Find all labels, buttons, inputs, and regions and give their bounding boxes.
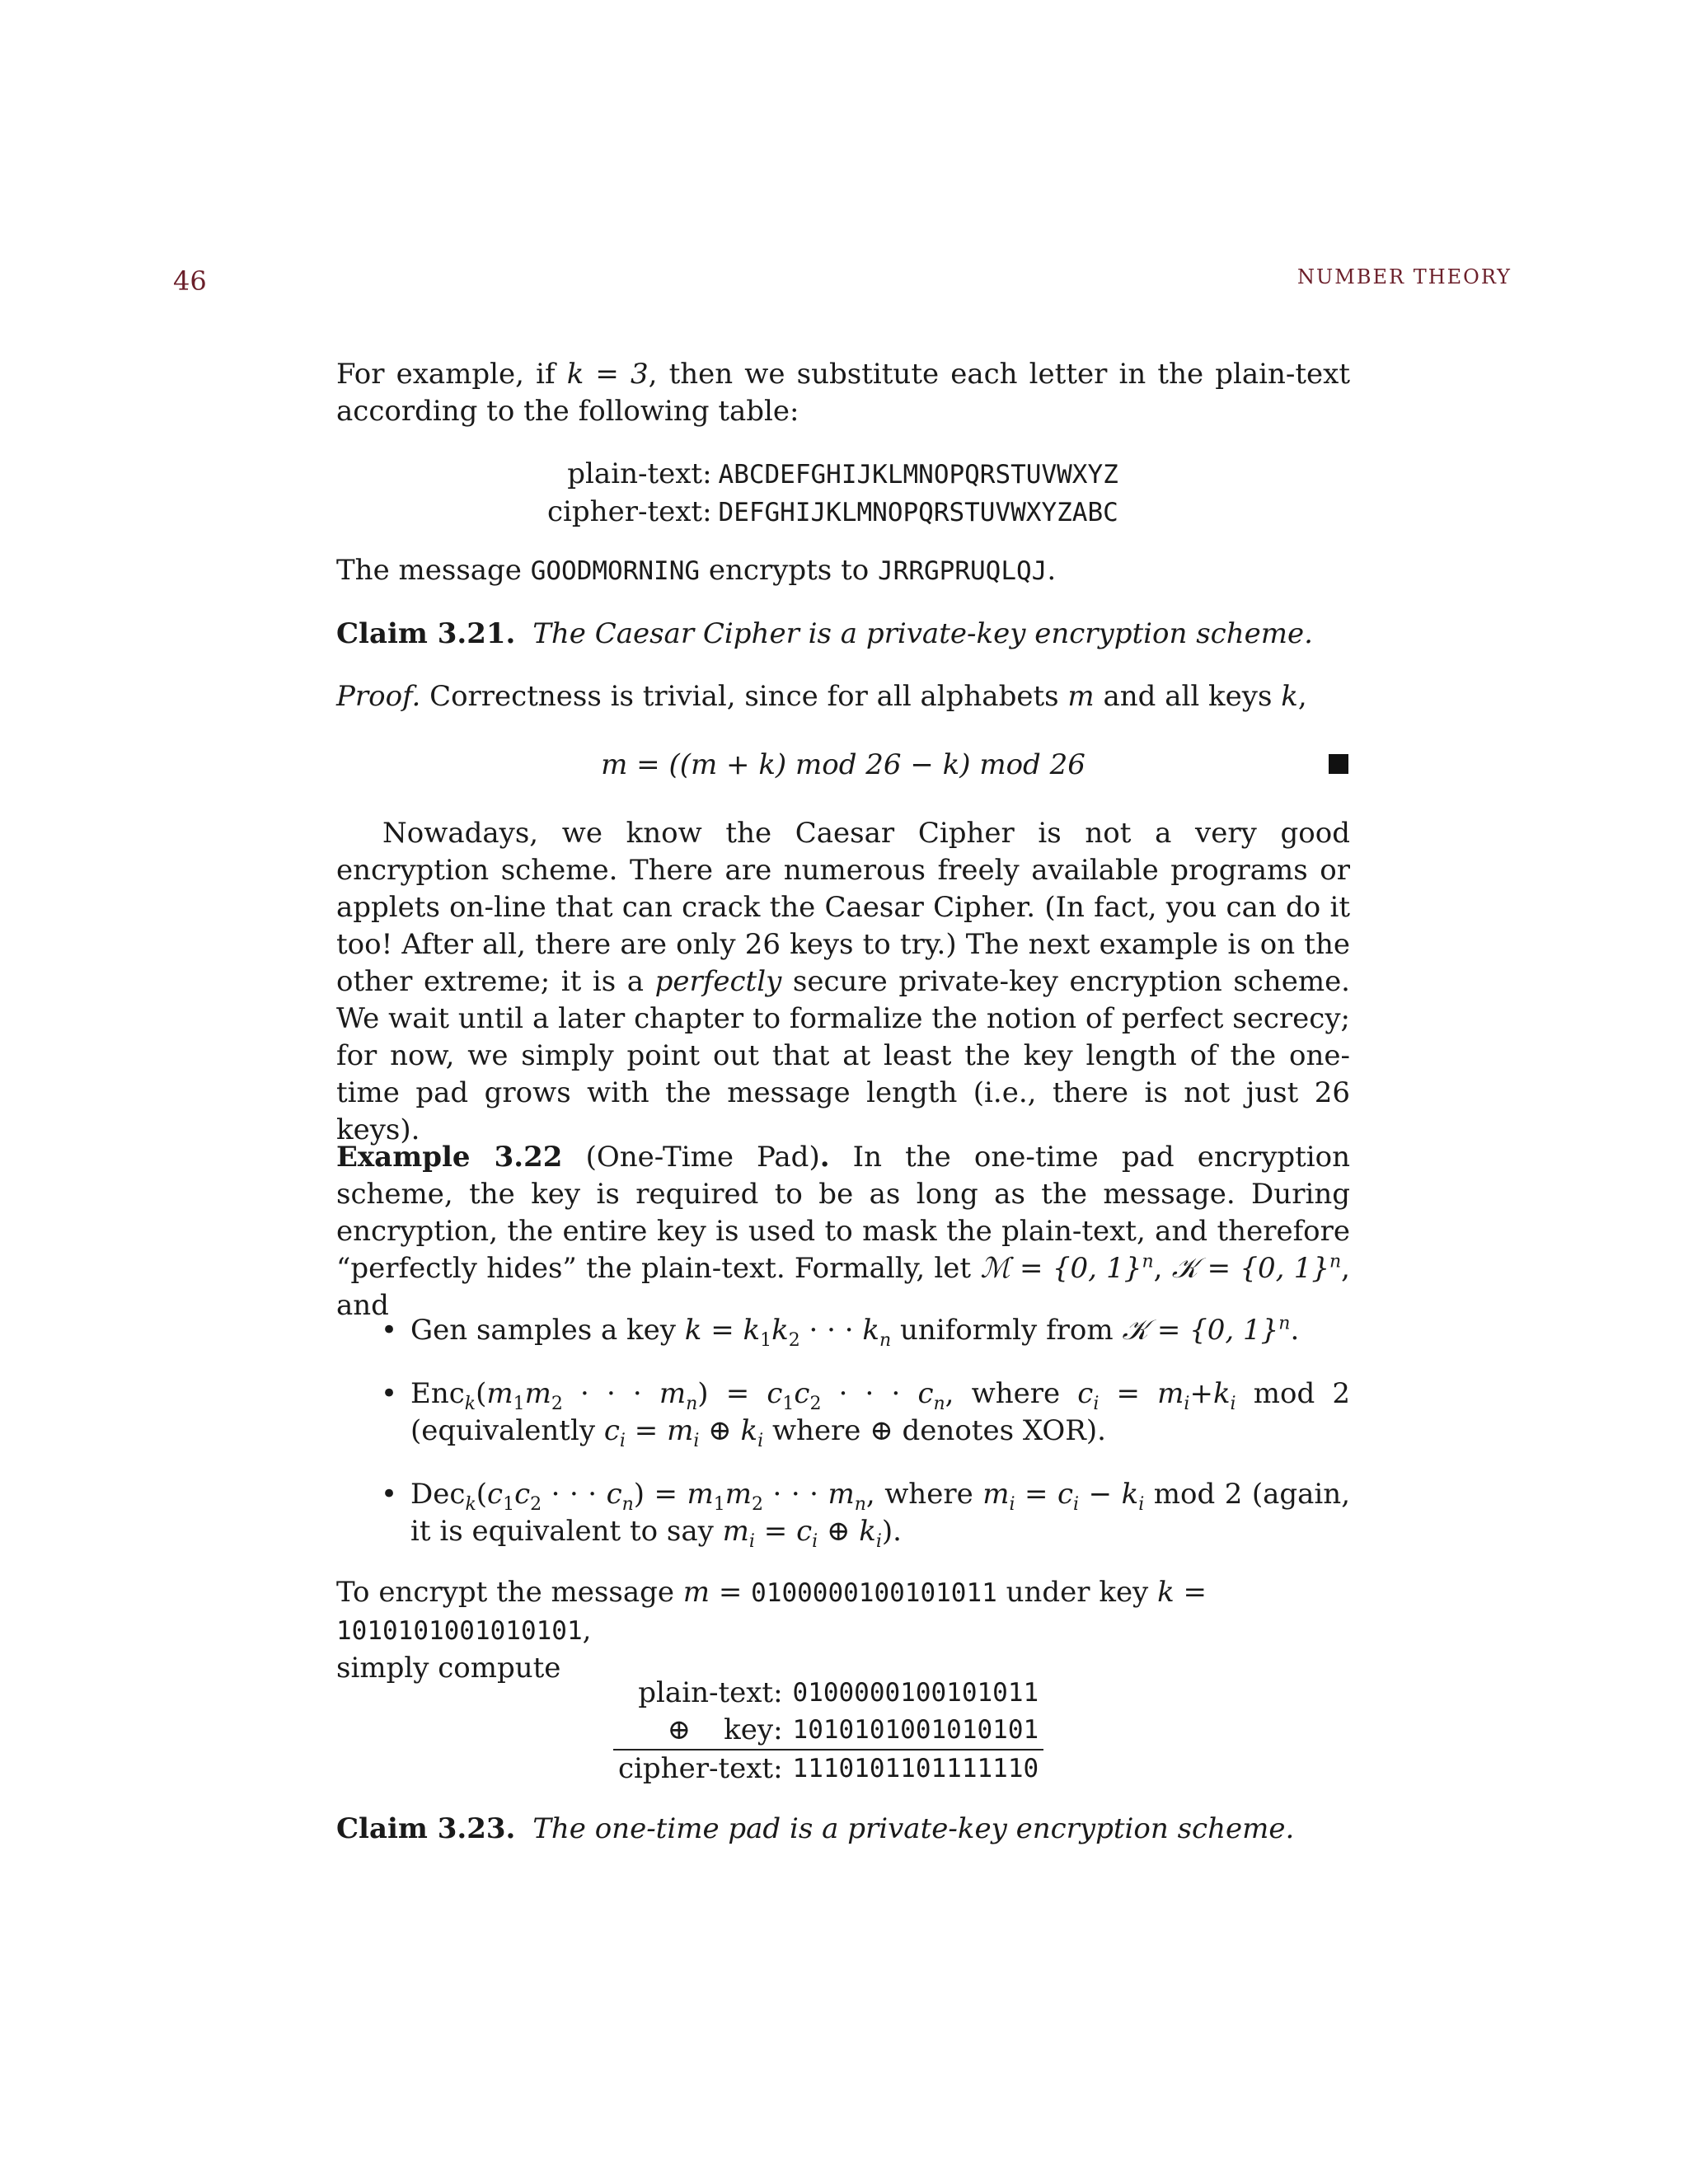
text: . — [819, 1141, 830, 1174]
xor-computation-table — [613, 1675, 1043, 1788]
cipher-bits: 1110101101111110 — [788, 1750, 1044, 1788]
encrypt-example: To encrypt the message m = 0100000100101011 under key k = 1010101001010101, simply compute — [336, 1576, 1207, 1685]
claim-text: The Caesar Cipher is a private-key encryption scheme. — [532, 617, 1313, 650]
message-bits: 0100000100101011 — [751, 1578, 997, 1608]
text: Correctness is trivial, since for all alphabets — [429, 680, 1059, 713]
text: To encrypt the message — [336, 1576, 674, 1609]
example-3-22 — [336, 1139, 1350, 1324]
key-bits: 1010101001010101 — [792, 1715, 1039, 1745]
xor-table-block — [336, 1675, 1350, 1788]
exponent: n — [1329, 1251, 1342, 1272]
cipher-message: JRRGPRUQLQJ — [878, 556, 1048, 586]
example-label: Example 3.22 — [336, 1141, 563, 1174]
plain-message: GOODMORNING — [530, 556, 701, 586]
bullet-icon: • — [381, 1478, 398, 1511]
plain-alphabet: ABCDEFGHIJKLMNOPQRSTUVWXYZ — [718, 460, 1118, 490]
plain-label: plain-text: — [567, 457, 712, 490]
message-space: ℳ = {0, 1} — [980, 1252, 1142, 1285]
plain-row — [544, 456, 1122, 494]
text: uniformly from — [899, 1314, 1114, 1347]
var-m: m — [1067, 680, 1095, 713]
text: where — [884, 1478, 973, 1511]
text: where ⊕ denotes XOR). — [771, 1414, 1106, 1447]
message-example — [336, 552, 1350, 590]
bullet-list — [336, 1312, 1350, 1550]
text: Gen samples a key — [410, 1314, 676, 1347]
text: The message — [336, 554, 522, 587]
key-space: 𝒦 = {0, 1} — [1171, 1252, 1329, 1285]
intro-paragraph — [336, 356, 1350, 430]
text: secure private-key encryption scheme. We wait until a later chapter to formalize the notion of perfect secrecy; for now, we simply point out that at least the key length of the one-time pad grows with the message length (i.e., there is not just 26 keys). — [336, 965, 1350, 1146]
cipher-row — [544, 494, 1122, 532]
plain-row — [613, 1675, 1043, 1712]
emphasis: perfectly — [654, 965, 782, 998]
page-number: 46 — [173, 265, 207, 297]
bullet-icon: • — [381, 1314, 398, 1347]
caesar-table-block — [336, 456, 1350, 532]
bullet-gen: • Gen samples a key $k = k_1k_2$ · · · $k_n$ uniformly from 𝒦 = {0, 1}$^n$. — [381, 1313, 1300, 1351]
claim-label: Claim 3.23. — [336, 1812, 516, 1845]
example-title: (One-Time Pad) — [585, 1141, 820, 1174]
text: and all keys — [1103, 680, 1273, 713]
text: , — [582, 1614, 592, 1647]
text: mod 2 (again, it is equivalent to say — [410, 1478, 1351, 1548]
text: , and — [336, 1252, 1350, 1322]
claim-3-23 — [336, 1811, 1350, 1848]
text: , — [1297, 680, 1307, 713]
var-k: k — [1281, 680, 1298, 713]
plain-label: plain-text: — [638, 1676, 783, 1709]
bullet-enc: • $Enc_k(m_1m_2$ · · · $m_n) = c_1c_2$ · · · $c_n$, where $c_i = m_i+k_i$ mod 2 (equivalently $c_i = m_i$ ⊕ $k_i$ where ⊕ denotes XOR). — [381, 1377, 1350, 1451]
text: mod 2 (equivalently — [410, 1377, 1350, 1447]
equation: m = ((m + k) mod 26 − k) mod 26 — [601, 748, 1085, 781]
bullet-dec: • $Dec_k(c_1c_2$ · · · $c_n) = m_1m_2$ · · · $m_n$, where $m_i = c_i - k_i$ mod 2 (again, it is equivalent to say $m_i = c_i$ ⊕ $k_i$). — [381, 1478, 1351, 1552]
qed-box-icon — [1329, 754, 1348, 777]
claim-3-21 — [336, 616, 1350, 653]
oplus-icon: ⊕ — [667, 1713, 692, 1746]
text: under key — [1006, 1576, 1149, 1609]
text: where — [971, 1377, 1061, 1410]
key-label-cell — [613, 1712, 788, 1750]
plain-bits: 0100000100101011 — [792, 1678, 1039, 1708]
text: simply compute — [336, 1652, 561, 1685]
key-expr: k = k — [684, 1314, 761, 1347]
intro-text-rest: , then we substitute each letter in the plain-text according to the following table: — [336, 358, 1351, 428]
proof — [336, 678, 1350, 715]
cipher-label: cipher-text: — [547, 495, 712, 528]
key-label: key: — [724, 1713, 783, 1746]
intro-text: For example, if — [336, 358, 556, 391]
k-equation: k = 3 — [566, 358, 649, 391]
text: , — [1153, 1252, 1163, 1285]
cipher-label: cipher-text: — [613, 1750, 788, 1788]
paragraph-nowadays — [336, 815, 1350, 1149]
proof-equation — [336, 747, 1350, 784]
caesar-substitution-table — [544, 456, 1122, 532]
key-space: 𝒦 = {0, 1} — [1122, 1314, 1279, 1347]
claim-text: The one-time pad is a private-key encryption scheme. — [532, 1812, 1295, 1845]
exponent: n — [1142, 1251, 1154, 1272]
bullet-icon: • — [381, 1377, 398, 1410]
text: encrypts to — [708, 554, 870, 587]
text: Nowadays, we know the Caesar Cipher is not a very good encryption scheme. There are numerous freely available programs or applets on-line that can crack the Caesar Cipher. (In fact, you can do it too! After all, there are only 26 keys to try.) The next example is on the other extreme; it is a — [336, 817, 1350, 998]
key-bits: 1010101001010101 — [336, 1616, 583, 1646]
text: . — [1047, 554, 1057, 587]
proof-label: Proof. — [336, 680, 421, 713]
text: In the one-time pad encryption scheme, the key is required to be as long as the message. During encryption, the entire key is used to mask the plain-text, and therefore “perfectly hides” the plain-text. Formally, let — [336, 1141, 1350, 1285]
cipher-alphabet: DEFGHIJKLMNOPQRSTUVWXYZABC — [718, 498, 1118, 527]
claim-label: Claim 3.21. — [336, 617, 516, 650]
running-header: NUMBER THEORY — [1297, 265, 1512, 288]
key-row — [613, 1712, 1043, 1750]
cipher-row — [613, 1750, 1043, 1788]
